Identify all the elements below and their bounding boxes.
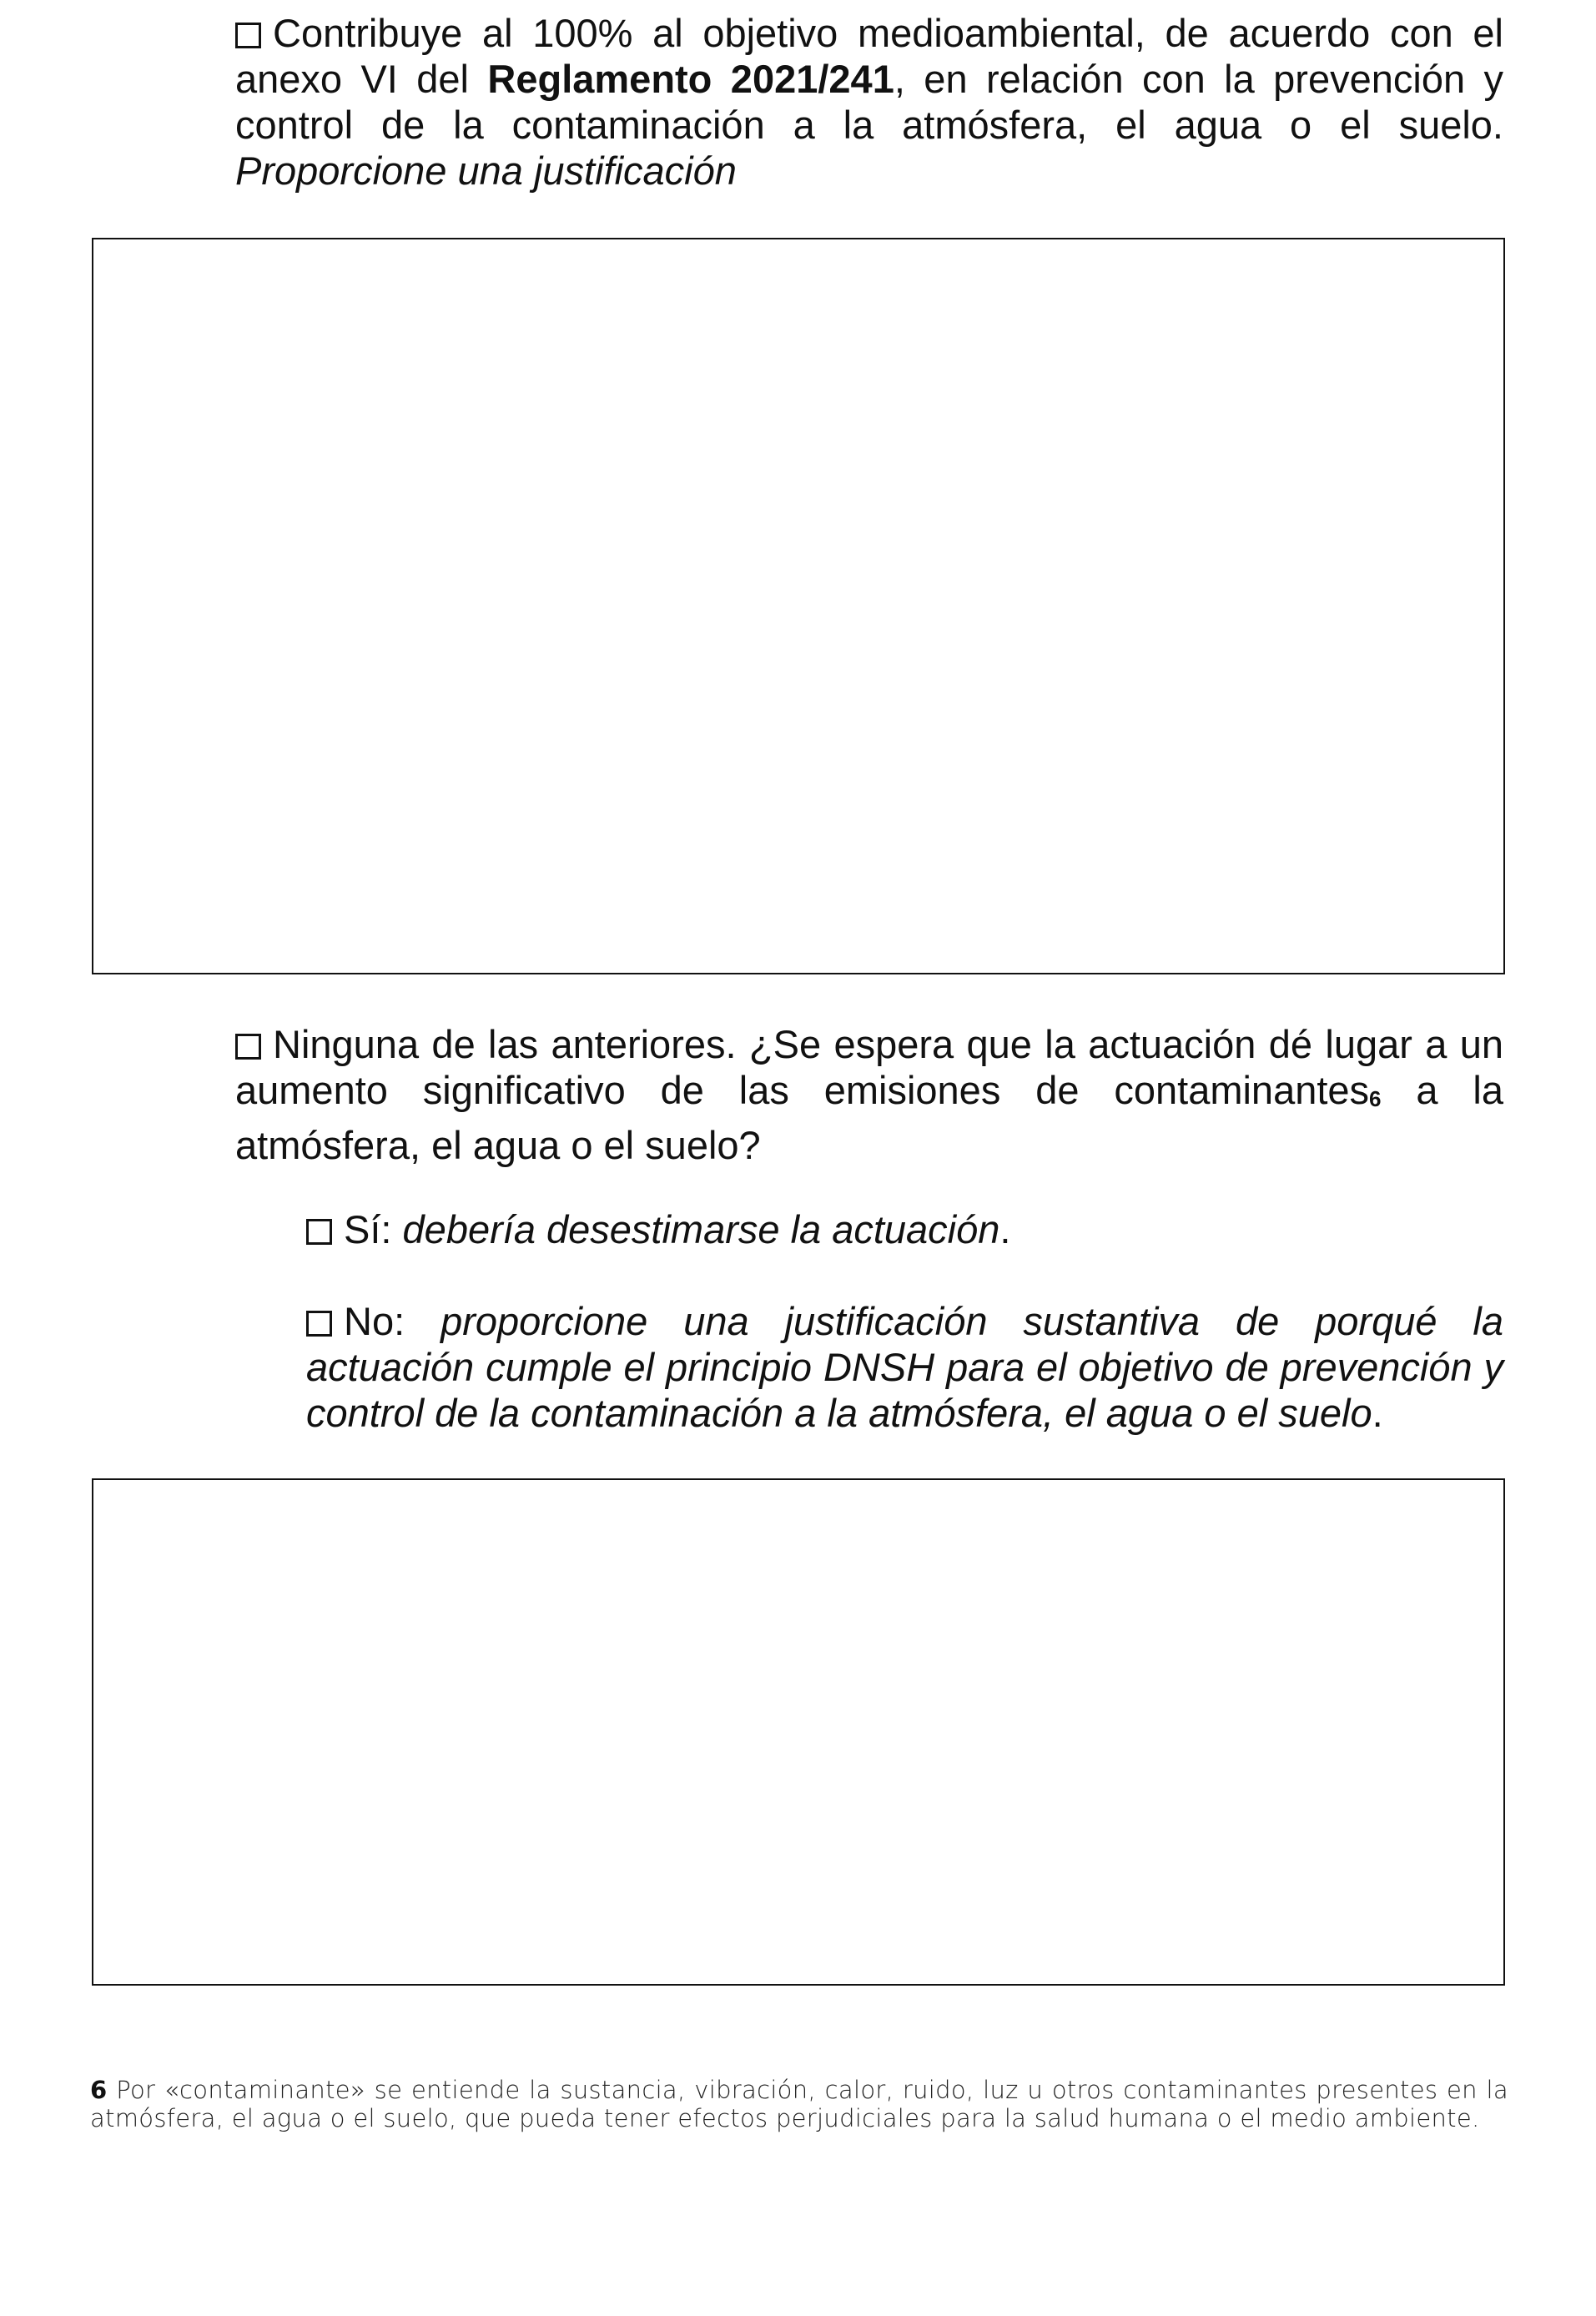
sub-option-yes-paragraph	[306, 1206, 1503, 1252]
no-end: .	[1372, 1391, 1383, 1435]
no-note: proporcione una justificación sustantiva de porqué la actuación cumple el principio DNSH para el objetivo de prevención y control de la contaminación a la atmósfera, el agua o el suelo	[306, 1299, 1503, 1435]
footnote-6	[90, 2076, 1508, 2132]
yes-end: .	[999, 1207, 1011, 1251]
yes-separator: :	[380, 1207, 403, 1251]
none-text-2: a la atmósfera, el agua o el suelo?	[235, 1068, 1503, 1167]
no-checkbox[interactable]	[306, 1311, 332, 1337]
sub-option-no-paragraph	[306, 1298, 1503, 1436]
justification-input-1[interactable]	[93, 239, 1503, 973]
footnote-reference-6[interactable]: 6	[1369, 1086, 1382, 1111]
none-checkbox[interactable]	[235, 1034, 261, 1060]
none-text-1: Ninguna de las anteriores. ¿Se espera que la actuación dé lugar a un aumento significativo de las emisiones de contaminantes	[235, 1022, 1503, 1112]
justification-box-1	[92, 238, 1505, 974]
option-contributes-paragraph	[235, 10, 1503, 194]
justification-prompt: Proporcione una justificación	[235, 149, 737, 193]
no-separator: :	[394, 1299, 441, 1343]
yes-note: debería desestimarse la actuación	[402, 1207, 1000, 1251]
yes-label: Sí	[344, 1207, 381, 1251]
contributes-text-2: , en relación con la prevención y control de la contaminación a la atmósfera, el agua o el suelo.	[235, 57, 1503, 147]
justification-box-2	[92, 1478, 1505, 1986]
justification-input-2[interactable]	[93, 1480, 1503, 1984]
footnote-text: Por «contaminante» se entiende la sustancia, vibración, calor, ruido, luz u otros contaminantes presentes en la atmósfera, el agua o el suelo, que pueda tener efectos perjudiciales para la salud humana o el medio ambiente.	[90, 2076, 1508, 2132]
contributes-checkbox[interactable]	[235, 23, 261, 48]
contributes-text-1: Contribuye al 100% al objetivo medioambiental, de acuerdo con el anexo VI del	[235, 11, 1503, 101]
option-none-paragraph	[235, 1021, 1503, 1168]
regulation-reference: Reglamento 2021/241	[487, 57, 894, 101]
footnote-number: 6	[90, 2076, 108, 2104]
no-label: No	[344, 1299, 395, 1343]
yes-checkbox[interactable]	[306, 1219, 332, 1245]
